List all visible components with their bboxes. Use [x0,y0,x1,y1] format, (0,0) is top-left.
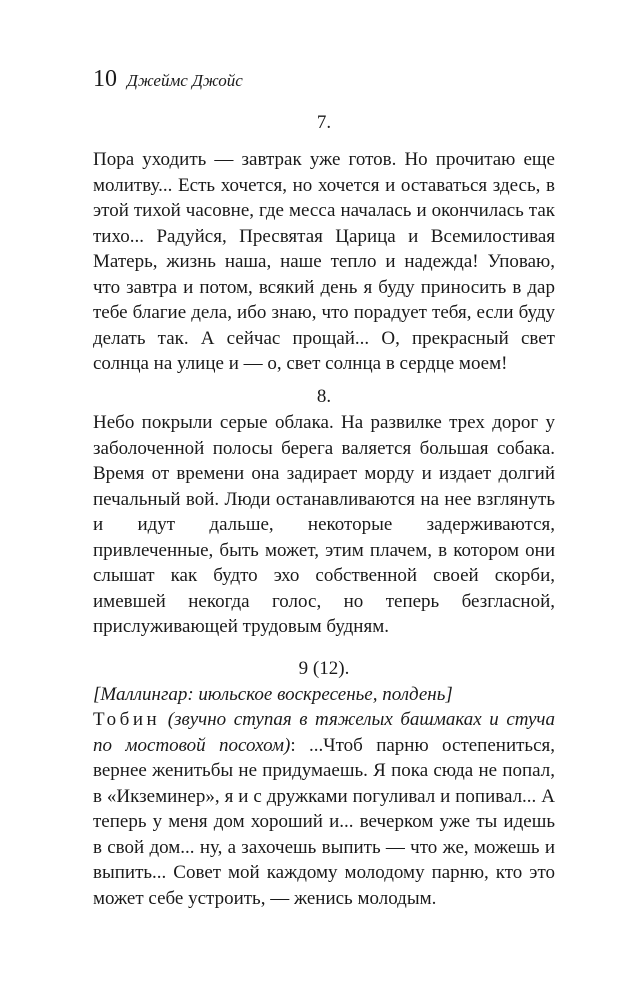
section-number-9: 9 (12). [298,658,350,679]
running-title: Джеймс Джойс [127,71,243,90]
scene-heading: [Маллингар: июльское воскресенье, полдень] [93,684,453,705]
speaker-name: Тобин [93,709,161,730]
section-8-text: Небо покрыли серые облака. На развилке трех дорог у заболоченной полосы берега валяется большая собака. Время от времени она задирает морду и издает долгий печальный вой. Люди останавливаются на нее взглянуть и идут дальше, некоторые задерживаются, привлеченные, быть может, этим плачем, в котором они слышат как будто эхо собственной своей скорби, имевшей некогда голос, но теперь безгласной, прислуживающей трудовым будням. [93,412,555,637]
page-number: 10 [93,66,117,92]
stage-direction: (звучно ступая в тяжелых башмаках и стуча по мостовой посохом) [93,709,555,756]
speech-text: : ...Чтоб парню остепениться, вернее женитьбы не придумаешь. Я пока сюда не попал, в «Икземинер», я и с дружками погуливал и попивал... А теперь у меня дом хороший и... вечерком уже ты идешь в свой дом... ну, а захочешь выпить — что же, можешь и выпить... Совет мой каждому молодому парню, кто это может себе устроить, — женись молодым. [93,734,556,909]
section-number-8: 8. [316,386,332,407]
dialogue-paragraph [93,707,555,911]
section-number-7: 7. [316,112,332,133]
page-header [93,66,243,96]
section-7-text: Пора уходить — завтрак уже готов. Но прочитаю еще молитву... Есть хочется, но хочется и оставаться здесь, в этой тихой часовне, где месса началась и окончилась так тихо... Радуйся, Пресвятая Царица и Всемилостивая Матерь, жизнь наша, наше тепло и надежда! Уповаю, что завтра и потом, всякий день я буду приносить в дар тебе благие дела, ибо знаю, что порадует тебя, если буду делать так. А сейчас прощай... О, прекрасный свет солнца на улице и — о, свет солнца в сердце моем! [93,149,555,374]
